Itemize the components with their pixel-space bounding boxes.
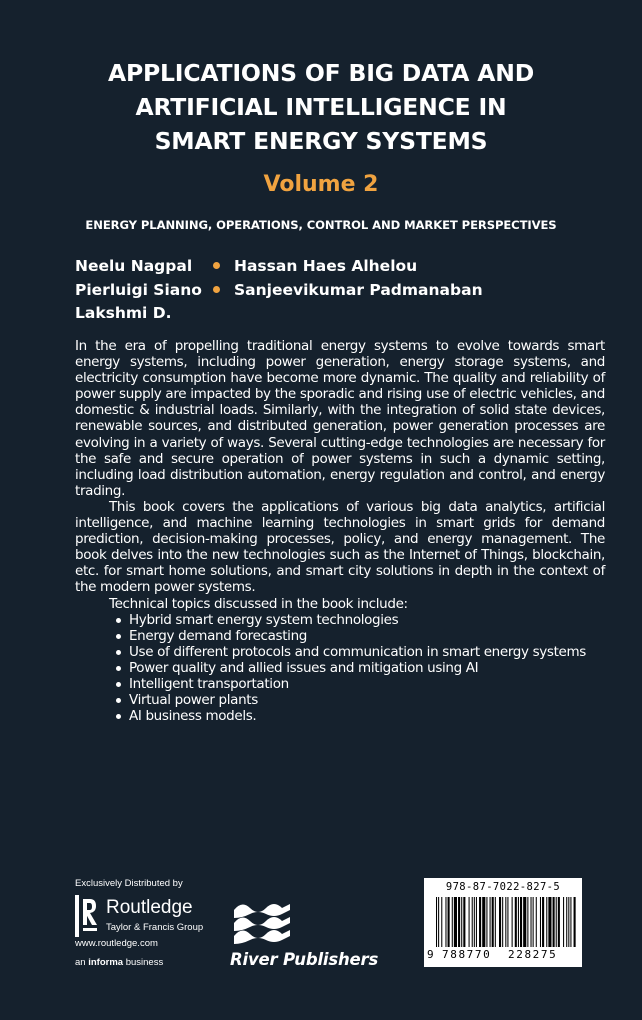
barcode-bar [490, 897, 491, 947]
barcode-bar [448, 897, 450, 947]
barcode-bar [474, 897, 475, 947]
barcode-bar [520, 897, 522, 947]
barcode-bar [523, 897, 526, 947]
distributor-label: Exclusively Distributed by [75, 878, 183, 889]
subtitle: ENERGY PLANNING, OPERATIONS, CONTROL AND MARKET PERSPECTIVES [85, 218, 557, 232]
barcode-bar [531, 897, 532, 947]
barcode-bar [556, 897, 557, 947]
barcode-bar [486, 897, 487, 947]
isbn-right-group: 228275 [508, 948, 558, 961]
distributor-url: www.routledge.com [75, 938, 158, 949]
isbn-top: 978-87-7022-827-5 [445, 881, 561, 893]
list-item: Virtual power plants [129, 692, 605, 708]
barcode-bar [558, 897, 560, 947]
barcode-bar [463, 897, 465, 947]
topics-list [75, 612, 605, 725]
barcode-bar [542, 897, 544, 947]
topics-intro: Technical topics discussed in the book include: [109, 595, 408, 612]
blurb-paragraph: In the era of propelling traditional energy systems to evolve towards smart energy systems, including power generation, energy storage systems, and electricity consumption have become more dynamic. The quality and reliability of power supply are impacted by the sporadic and rising use of electric vehicles, and domestic & industrial loads. Similarly, with the integration of solid state devices, renewable sources, and distributed generation, power generation processes are evolving in a variety of ways. Several cutting-edge technologies are necessary for the safe and secure operation of power systems in such a dynamic setting, including load distribution automation, energy regulation and control, and energy trading. [75, 338, 605, 499]
barcode-bar [438, 897, 439, 947]
title-line: SMART ENERGY SYSTEMS [154, 127, 488, 155]
barcode-bar [436, 897, 437, 947]
bullet-dot-icon [213, 286, 220, 293]
volume-label: Volume 2 [263, 172, 379, 197]
distributor-tagline: Taylor & Francis Group [106, 922, 204, 933]
distributor-name: Routledge [106, 897, 193, 918]
barcode-bar [479, 897, 481, 947]
book-title [30, 56, 612, 158]
routledge-logo-icon [75, 895, 99, 937]
informa-wordmark: informa [88, 957, 124, 968]
list-item: Use of different protocols and communication in smart energy systems [129, 644, 605, 660]
barcode-bar [563, 897, 564, 947]
barcode-bar [512, 897, 513, 947]
title-line: ARTIFICIAL INTELLIGENCE IN [135, 93, 507, 121]
barcode-bar [536, 897, 537, 947]
author-name: Lakshmi D. [75, 304, 172, 322]
informa-prefix: an [75, 957, 89, 968]
barcode-bar [476, 897, 477, 947]
list-item: AI business models. [129, 708, 605, 724]
bullet-dot-icon [213, 262, 220, 269]
barcode-bar [492, 897, 494, 947]
isbn-first-digit: 9 [427, 948, 434, 961]
barcode-bar [518, 897, 519, 947]
barcode-bar [441, 897, 442, 947]
river-publishers-logo-icon [232, 896, 292, 944]
barcode-bar [548, 897, 551, 947]
barcode-bar [452, 897, 453, 947]
barcode-bar [495, 897, 496, 947]
barcode-bar [568, 897, 569, 947]
barcode-bar [505, 897, 506, 947]
barcode-bar [499, 897, 501, 947]
barcode-bar [469, 897, 470, 947]
list-item: Energy demand forecasting [129, 628, 605, 644]
barcode-bar [472, 897, 473, 947]
isbn-barcode [424, 878, 582, 967]
barcode-bar [553, 897, 555, 947]
barcode-bar [461, 897, 462, 947]
barcode-bar [454, 897, 457, 947]
barcode-bar [458, 897, 460, 947]
barcode-bar [546, 897, 547, 947]
barcode-bar [533, 897, 534, 947]
author-name: Pierluigi Siano [75, 280, 202, 299]
informa-line [75, 957, 163, 968]
barcode-bar [566, 897, 567, 947]
author-name: Neelu Nagpal [75, 257, 193, 275]
list-item: Power quality and allied issues and mitigation using AI [129, 660, 605, 676]
author-list [75, 255, 483, 326]
barcode-bar [527, 897, 528, 947]
list-item: Intelligent transportation [129, 676, 605, 692]
author-row [75, 279, 483, 303]
barcode-bar [574, 897, 576, 947]
barcode-bar [540, 897, 541, 947]
barcode-bar [515, 897, 517, 947]
blurb-paragraph: This book covers the applications of various big data analytics, artificial intelligence, and machine learning technologies in smart grids for demand prediction, decision-making processes, policy, and energy management. The book delves into the new technologies such as the Internet of Things, blockchain, etc. for smart home solutions, and smart city solutions in depth in the context of the modern power systems. [75, 498, 605, 596]
barcode-bar [482, 897, 485, 947]
barcode-bar [570, 897, 571, 947]
barcode-bar [445, 897, 446, 947]
isbn-left-group: 788770 [442, 948, 492, 961]
publisher-name: River Publishers [230, 950, 379, 969]
list-item: Hybrid smart energy system technologies [129, 612, 605, 628]
barcode-bar [502, 897, 503, 947]
barcode-bar [507, 897, 508, 947]
barcode-bars-icon [436, 897, 576, 947]
distributor-block [75, 878, 204, 968]
author-row [75, 302, 483, 326]
informa-suffix: business [123, 957, 164, 968]
blurb [75, 338, 605, 724]
title-line: APPLICATIONS OF BIG DATA AND [107, 59, 535, 87]
author-name: Hassan Haes Alhelou [234, 257, 418, 275]
author-name: Sanjeevikumar Padmanaban [234, 280, 483, 299]
author-row [75, 255, 483, 279]
